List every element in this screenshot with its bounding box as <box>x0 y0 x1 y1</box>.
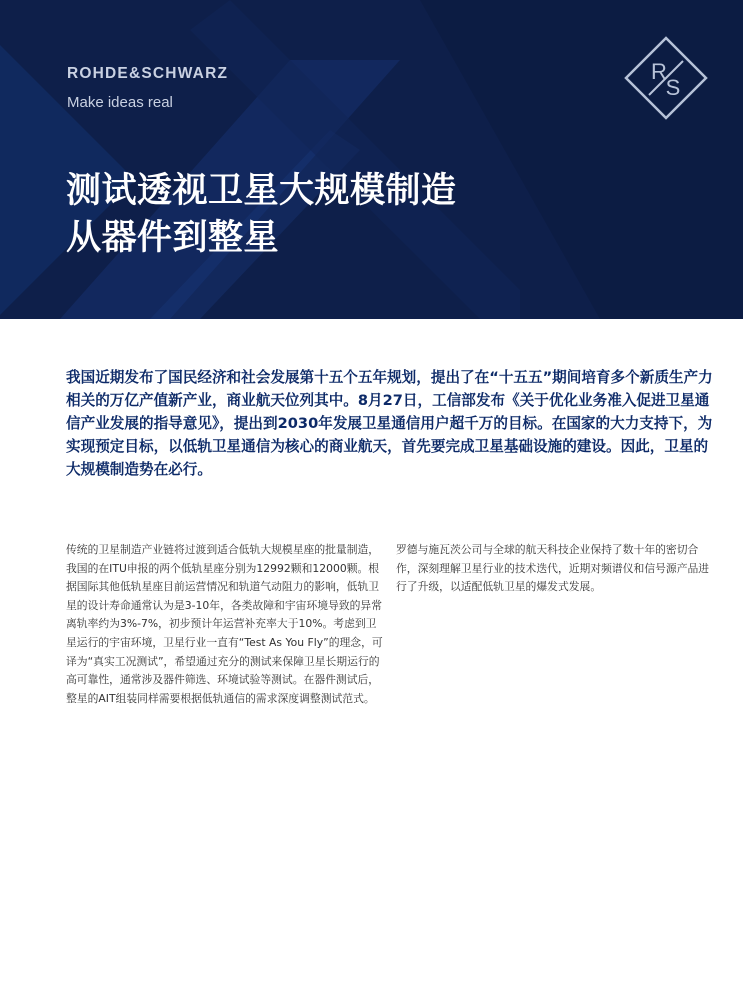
brand-name: ROHDE&SCHWARZ <box>67 65 229 82</box>
body-column-left: 传统的卫星制造产业链将过渡到适合低轨大规模星座的批量制造，我国的在ITU申报的两个低轨星座分别为12992颗和12000颗。根据国际其他低轨星座目前运营情况和轨道气动阻力的影响，低轨卫星的设计寿命通常认为是3-10年，各类故障和宇宙环境导致的异常离轨率约为3%-7%，初步预计年运营补充率大于10%。考虑到卫星运行的宇宙环境，卫星行业一直有“Test As You Fly”的理念，可译为“真实工况测试”，希望通过充分的测试来保障卫星长期运行的高可靠性，通常涉及器件筛选、环境试验等测试。在器件测试后，整星的AIT组装同样需要根据低轨通信的需求深度调整测试范式。 <box>66 543 383 705</box>
page-title-line-2: 从器件到整星 <box>66 218 280 258</box>
svg-text:R: R <box>651 59 667 84</box>
page-title-line-1: 测试透视卫星大规模制造 <box>66 171 457 211</box>
svg-text:S: S <box>665 75 681 100</box>
brand-tagline: Make ideas real <box>67 94 173 111</box>
header-banner <box>0 0 743 319</box>
page-title <box>66 168 457 262</box>
rs-diamond-logo-icon <box>623 35 709 121</box>
lead-paragraph: 我国近期发布了国民经济和社会发展第十五个五年规划，提出了在“十五五”期间培育多个新质生产力相关的万亿产值新产业，商业航天位列其中。8月27日，工信部发布《关于优化业务准入促进卫星通信产业发展的指导意见》，提出到2030年发展卫星通信用户超千万的目标。在国家的大力支持下，为实现预定目标，以低轨卫星通信为核心的商业航天，首先要完成卫星基础设施的建设。因此，卫星的大规模制造势在必行。 <box>66 369 713 478</box>
body-column-right: 罗德与施瓦茨公司与全球的航天科技企业保持了数十年的密切合作，深刻理解卫星行业的技术迭代，近期对频谱仪和信号源产品进行了升级，以适配低轨卫星的爆发式发展。 <box>396 543 710 594</box>
